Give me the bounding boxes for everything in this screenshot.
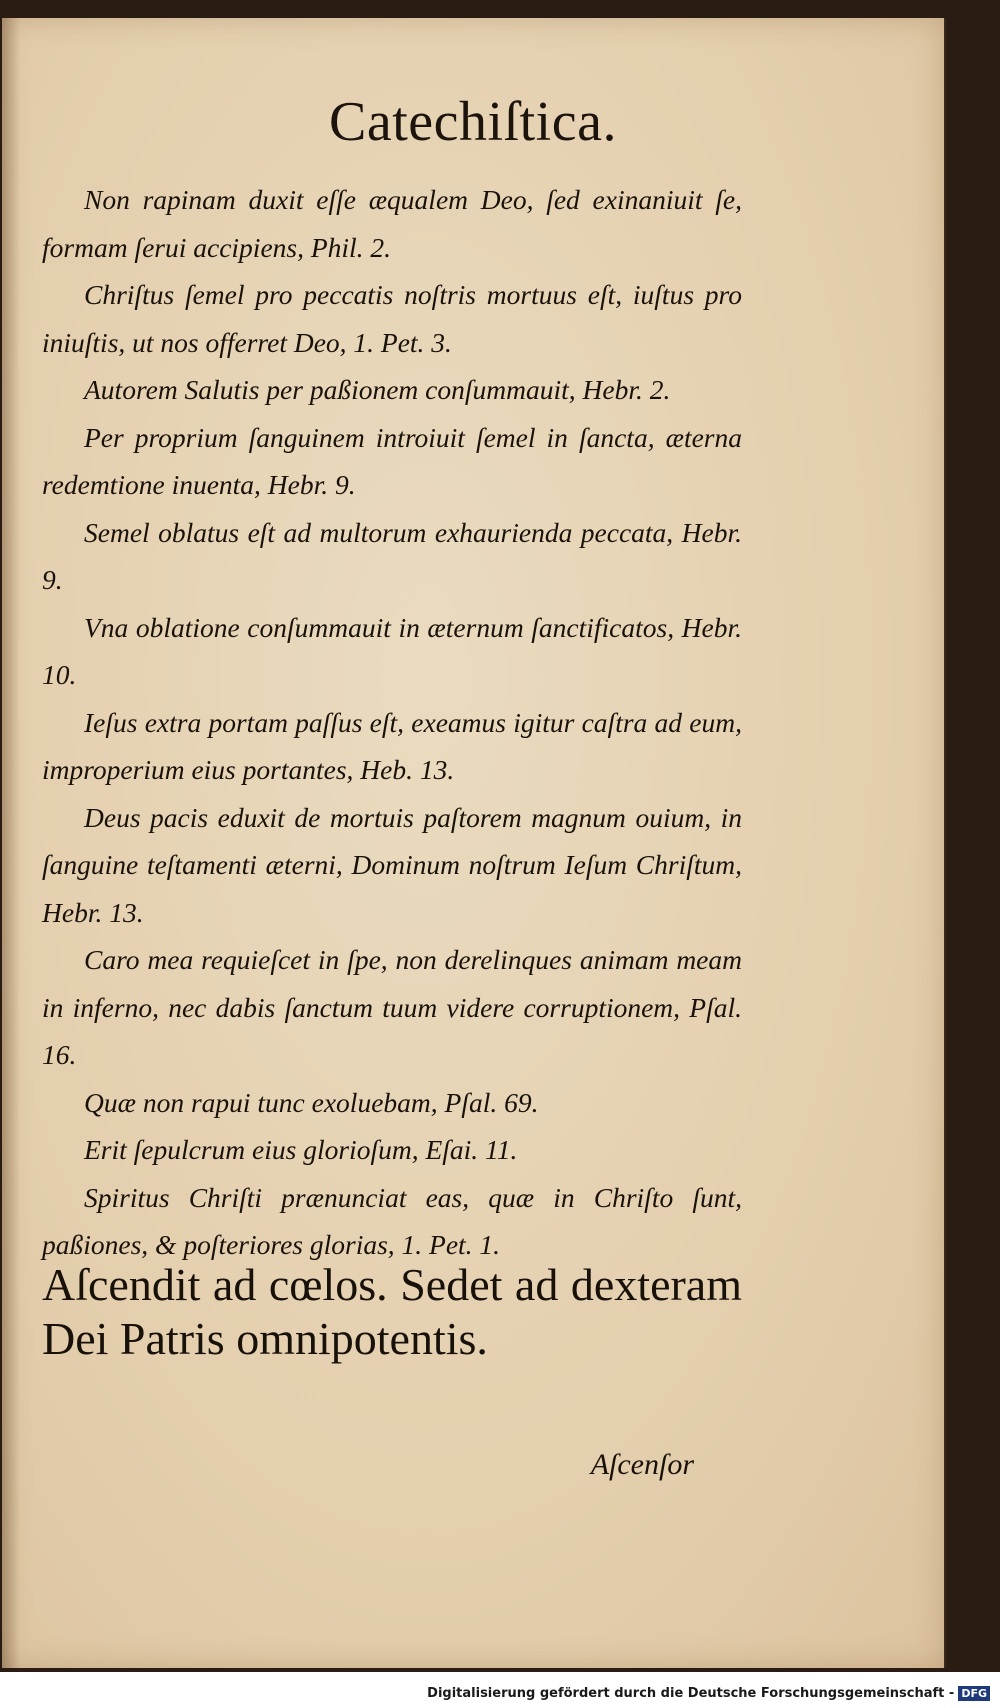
- citation-paragraph: Caro mea requieſcet in ſpe, non derelinques animam meam in inferno, nec dabis ſanctum tuum videre corruptionem, Pſal. 16.: [42, 944, 742, 1070]
- citation-paragraph: Non rapinam duxit eſſe æqualem Deo, ſed exinaniuit ſe, formam ſerui accipiens, Phil. 2.: [42, 184, 742, 263]
- citation-paragraph: Chriſtus ſemel pro peccatis noſtris mortuus eſt, iuſtus pro iniuſtis, ut nos offerret Deo, 1. Pet. 3.: [42, 279, 742, 358]
- citation-paragraph: Semel oblatus eſt ad multorum exhaurienda peccata, Hebr. 9.: [42, 516, 742, 595]
- citation-paragraph: Ieſus extra portam paſſus eſt, exeamus igitur caſtra ad eum, improperium eius portantes, Heb. 13.: [42, 706, 742, 785]
- digitization-credit: [427, 1686, 990, 1701]
- citation-paragraph: Spiritus Chriſti prænunciat eas, quæ in Chriſto ſunt, paßiones, & poſteriores glorias, 1. Pet. 1.: [42, 1181, 742, 1260]
- scripture-citations: [42, 176, 742, 1269]
- gutter-shadow: [2, 18, 20, 1668]
- catchword: Aſcenſor: [590, 1448, 694, 1481]
- citation-paragraph: Per proprium ſanguinem introiuit ſemel in ſancta, æterna redemtione inuenta, Hebr. 9.: [42, 421, 742, 500]
- citation-paragraph: Vna oblatione conſummauit in æternum ſanctificatos, Hebr. 10.: [42, 611, 742, 690]
- citation-paragraph: Deus pacis eduxit de mortuis paſtorem magnum ouium, in ſanguine teſtamenti æterni, Dominum noſtrum Ieſum Chriſtum, Hebr. 13.: [42, 801, 742, 928]
- citation-paragraph: Autorem Salutis per paßionem conſummauit, Hebr. 2.: [84, 374, 671, 405]
- creed-article-heading: Aſcendit ad cœlos. Sedet ad dexteram Dei Patris omnipotentis.: [42, 1259, 742, 1364]
- book-page: [2, 18, 946, 1668]
- dfg-logo: DFG: [958, 1686, 990, 1701]
- citation-paragraph: Quæ non rapui tunc exoluebam, Pſal. 69.: [84, 1086, 539, 1118]
- running-head: Catechiſtica.: [329, 91, 617, 153]
- credit-text: Digitalisierung gefördert durch die Deutsche Forschungsgemeinschaft -: [427, 1686, 955, 1701]
- citation-paragraph: Erit ſepulcrum eius glorioſum, Eſai. 11.: [84, 1134, 518, 1165]
